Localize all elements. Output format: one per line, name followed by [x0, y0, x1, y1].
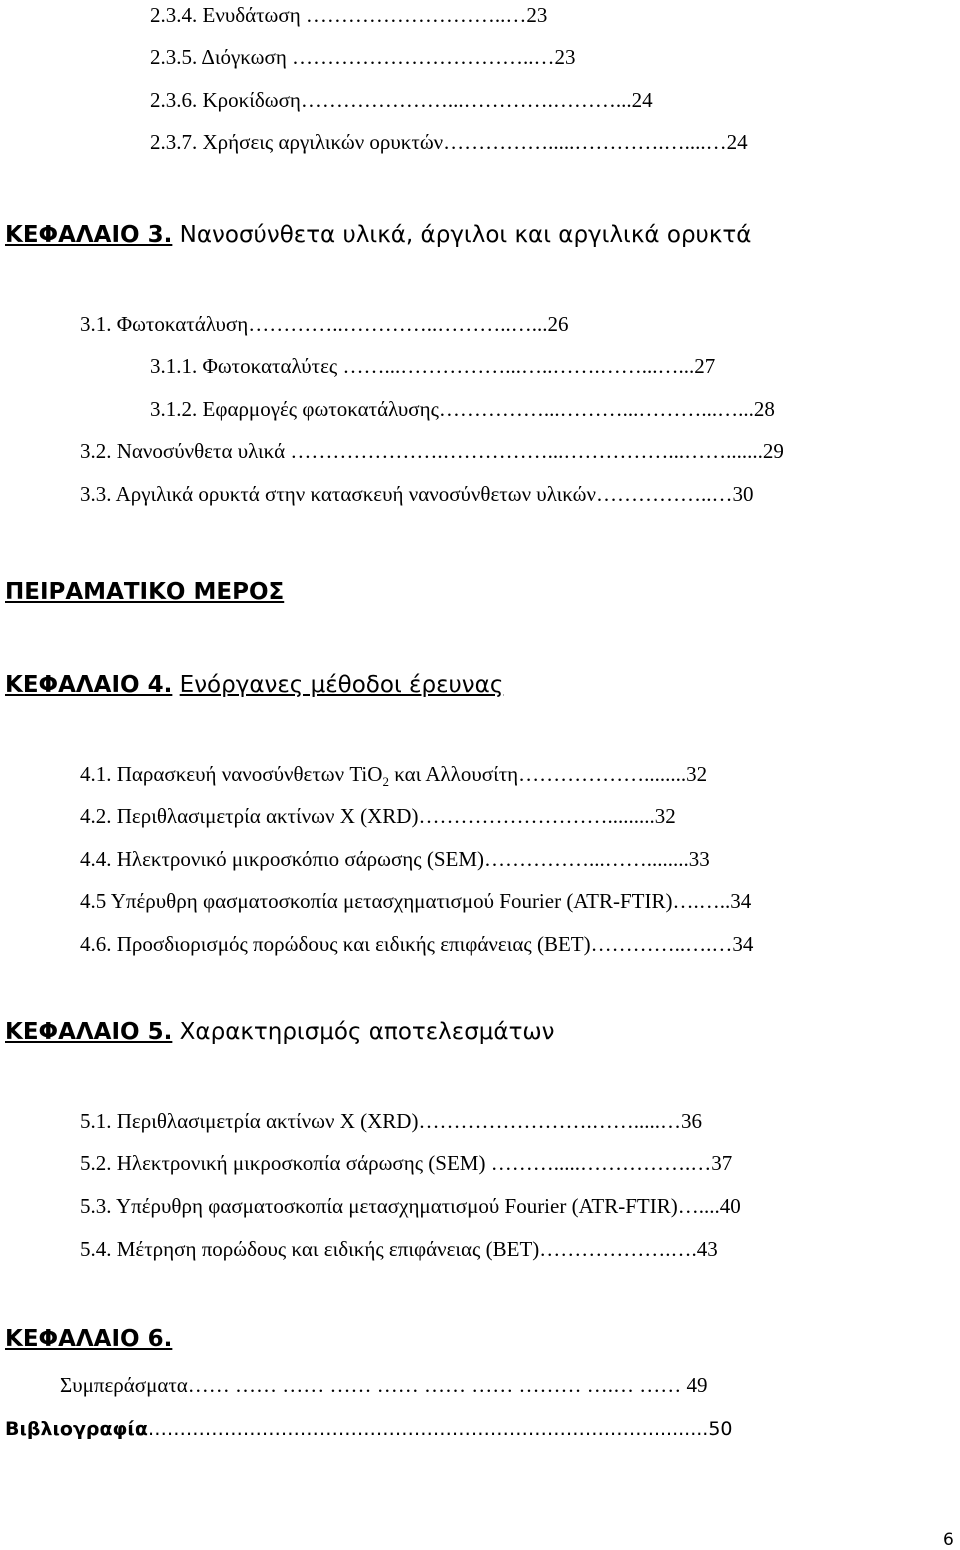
toc-entry-2-3-5[interactable]: 2.3.5. Διόγκωση ……………………………..…23	[150, 45, 576, 69]
toc-entry-5-1[interactable]: 5.1. Περιθλασιμετρία ακτίνων X (XRD)…………………….…….....…36	[80, 1109, 702, 1133]
toc-entry-2-3-4[interactable]: 2.3.4. Ενυδάτωση ………………………..…23	[150, 3, 548, 27]
toc-entry-4-2[interactable]: 4.2. Περιθλασιμετρία ακτίνων X (XRD)……………………….........32	[80, 804, 676, 828]
toc-entry-4-1-prefix: 4.1. Παρασκευή νανοσύνθετων TiO	[80, 762, 383, 786]
toc-entry-4-6[interactable]: 4.6. Προσδιορισμός πορώδους και ειδικής επιφάνειας (BET)…………..….…34	[80, 932, 754, 956]
experimental-label: ΠΕΙΡΑΜΑΤΙΚΟ ΜΕΡΟΣ	[5, 579, 285, 605]
bibliography-page: 50	[708, 1418, 733, 1440]
experimental-heading	[5, 578, 284, 606]
chapter-5-label: ΚΕΦΑΛΑΙΟ 5.	[5, 1019, 173, 1045]
toc-entry-3-3[interactable]: 3.3. Αργιλικά ορυκτά στην κατασκευή νανοσύνθετων υλικών……………..…30	[80, 482, 754, 506]
toc-entry-bibliography[interactable]	[5, 1416, 733, 1442]
toc-entry-5-4[interactable]: 5.4. Μέτρηση πορώδους και ειδικής επιφάνειας (BET)……………….….43	[80, 1237, 718, 1261]
toc-entry-4-1-suffix: και Αλλουσίτη………………........32	[388, 762, 708, 786]
page-number: 6	[943, 1530, 954, 1550]
toc-entry-2-3-6[interactable]: 2.3.6. Κροκίδωση…………………...………….………...24	[150, 88, 653, 112]
chapter-3-label: ΚΕΦΑΛΑΙΟ 3.	[5, 222, 173, 248]
toc-entry-4-4[interactable]: 4.4. Ηλεκτρονικό μικροσκόπιο σάρωσης (SEM)……………...……........33	[80, 847, 710, 871]
toc-entry-5-2[interactable]: 5.2. Ηλεκτρονική μικροσκοπία σάρωσης (SEM) ……….....…………….…37	[80, 1151, 733, 1175]
bibliography-label: Βιβλιογραφία	[5, 1418, 148, 1440]
chapter-6-heading	[5, 1325, 172, 1353]
toc-entry-3-2[interactable]: 3.2. Νανοσύνθετα υλικά ………………….……………...……………...…….......29	[80, 439, 784, 463]
toc-entry-4-1-subscript: 2	[382, 774, 389, 790]
chapter-4-title: Ενόργανες μέθοδοι έρευνας	[179, 672, 504, 698]
toc-entry-5-3[interactable]: 5.3. Υπέρυθρη φασματοσκοπία μετασχηματισμού Fourier (ATR-FTIR)…....40	[80, 1194, 741, 1218]
toc-entry-3-1[interactable]: 3.1. Φωτοκατάλυση…………..…………..………..…...26	[80, 312, 569, 336]
toc-entry-4-1[interactable]	[80, 761, 708, 790]
chapter-3-title: Νανοσύνθετα υλικά, άργιλοι και αργιλικά ορυκτά	[179, 222, 752, 248]
chapter-3-heading	[5, 221, 751, 249]
toc-entry-3-1-1[interactable]: 3.1.1. Φωτοκαταλύτες ……...……………...…..…….……...…...27	[150, 354, 716, 378]
bibliography-dots: ……………………………………………………………….……..........	[147, 1418, 709, 1440]
toc-entry-3-1-2[interactable]: 3.1.2. Εφαρμογές φωτοκατάλυσης……………...………...………...…...28	[150, 397, 775, 421]
chapter-6-label: ΚΕΦΑΛΑΙΟ 6.	[5, 1326, 173, 1352]
toc-entry-4-5[interactable]: 4.5 Υπέρυθρη φασματοσκοπία μετασχηματισμού Fourier (ATR-FTIR)….…..34	[80, 889, 752, 913]
chapter-4-label: ΚΕΦΑΛΑΙΟ 4.	[5, 672, 173, 698]
toc-entry-conclusions[interactable]: Συμπεράσματα…… …… …… …… …… …… …… ……… ….… …… 49	[60, 1373, 708, 1397]
chapter-5-title: Χαρακτηρισμός αποτελεσμάτων	[179, 1019, 555, 1045]
chapter-4-heading	[5, 671, 503, 699]
chapter-5-heading	[5, 1018, 555, 1046]
toc-entry-2-3-7[interactable]: 2.3.7. Χρήσεις αργιλικών ορυκτών…………….....………….…....…24	[150, 130, 748, 154]
